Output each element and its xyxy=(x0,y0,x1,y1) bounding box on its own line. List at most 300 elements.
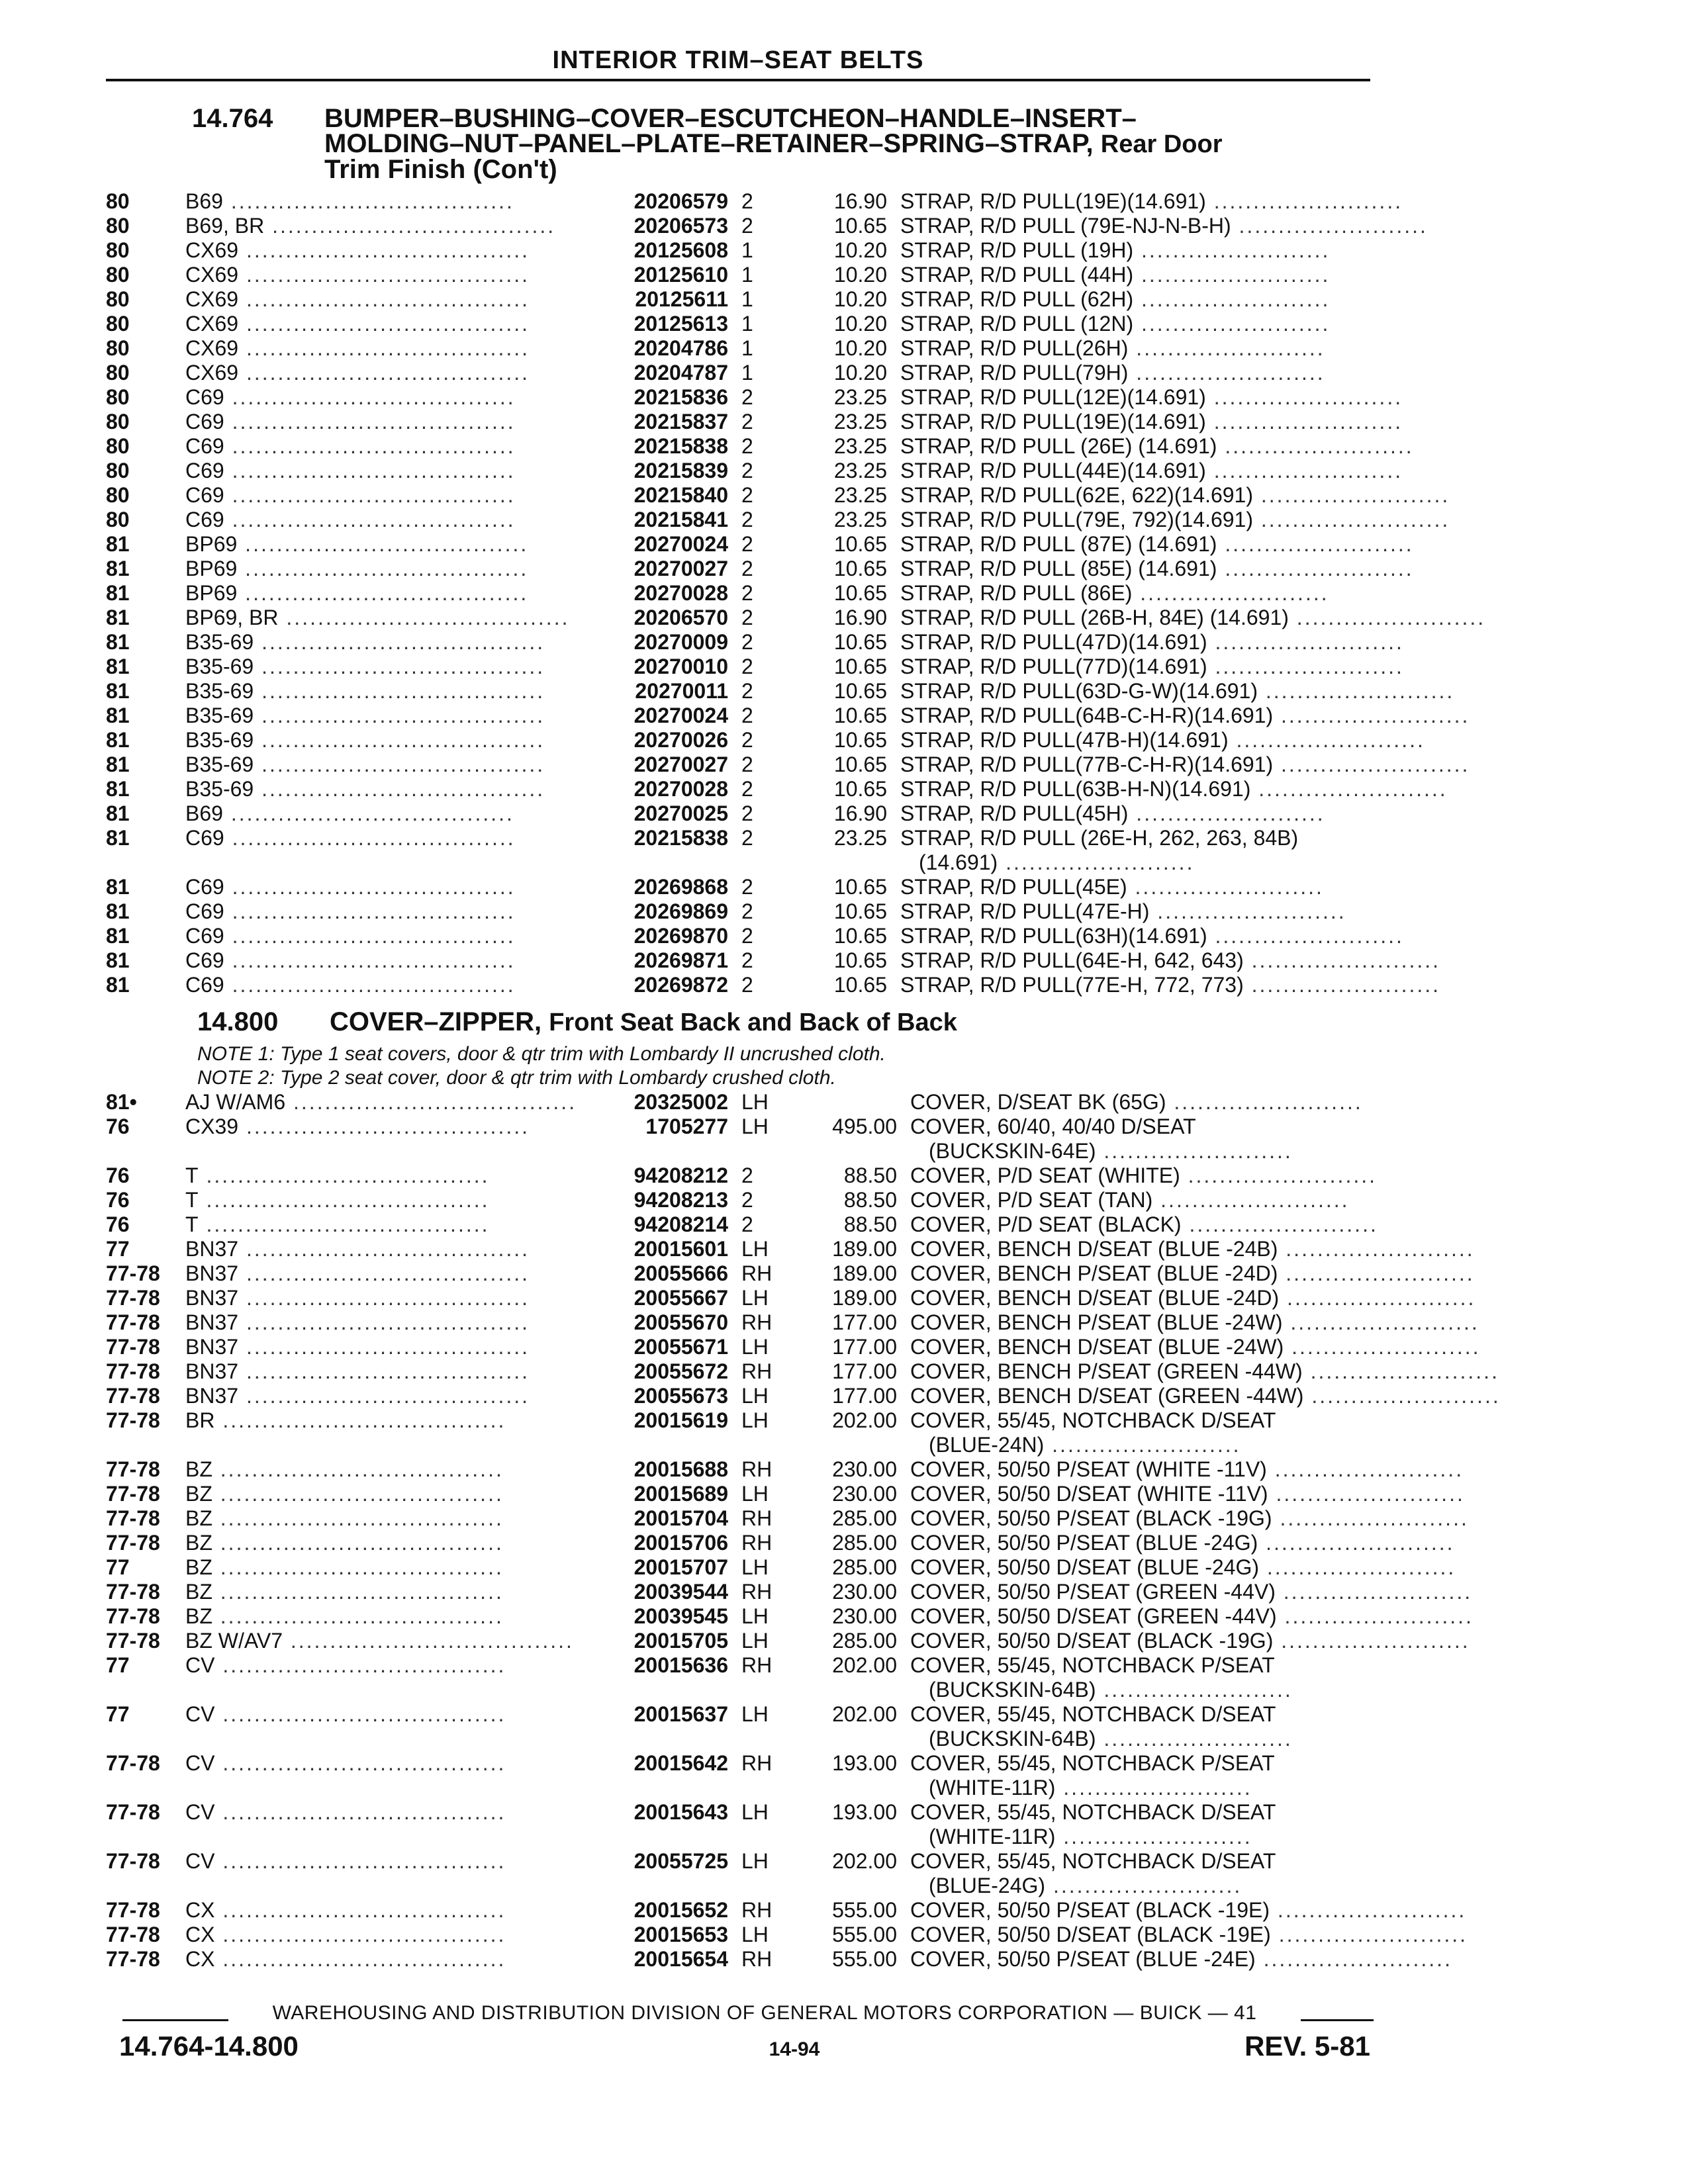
description-cell: COVER, 50/50 D/SEAT (WHITE -11V) ........................ xyxy=(910,1482,1465,1506)
table-row xyxy=(106,679,1455,704)
year-cell: 77 xyxy=(106,1237,130,1261)
price-cell: 10.65 xyxy=(833,557,887,580)
price-cell: 10.65 xyxy=(833,728,887,752)
table-row xyxy=(106,1188,1383,1212)
part-number-cell: 20269872 xyxy=(633,973,728,997)
year-cell: 77-78 xyxy=(106,1800,160,1824)
table-row xyxy=(106,1604,1474,1629)
quantity-cell: 2 xyxy=(741,655,753,678)
section-heading xyxy=(324,106,1383,182)
quantity-cell: 2 xyxy=(741,1163,753,1187)
table-row xyxy=(106,606,1486,630)
part-number-cell: 94208214 xyxy=(633,1212,728,1236)
model-cell: CX .................................... xyxy=(185,1947,506,1971)
table-row xyxy=(106,899,1383,924)
price-cell: 555.00 xyxy=(832,1898,897,1922)
description-cell: COVER, 60/40, 40/40 D/SEAT xyxy=(910,1115,1196,1138)
table-row xyxy=(106,777,1448,801)
table-row xyxy=(106,1555,1456,1580)
part-number-cell: 20039545 xyxy=(633,1604,728,1628)
section-heading-line3: Trim Finish (Con't) xyxy=(324,155,557,184)
part-number-cell: 20269868 xyxy=(633,875,728,899)
part-number-cell: 20215838 xyxy=(633,434,728,458)
year-cell: 80 xyxy=(106,483,130,507)
description-cell: COVER, BENCH D/SEAT (GREEN -44W) ........................ xyxy=(910,1384,1501,1408)
table-row-continuation xyxy=(106,850,1383,875)
table-row xyxy=(106,1115,1383,1139)
year-cell: 81• xyxy=(106,1090,137,1114)
model-cell: CV .................................... xyxy=(185,1800,506,1824)
part-number-cell: 20215836 xyxy=(633,385,728,409)
year-cell: 81 xyxy=(106,532,130,556)
model-cell: C69 .................................... xyxy=(185,973,516,997)
description-continuation: (BUCKSKIN-64E) ........................ xyxy=(929,1139,1293,1163)
part-number-cell: 20269869 xyxy=(633,899,728,923)
model-cell: CX69 .................................... xyxy=(185,312,530,336)
price-cell: 285.00 xyxy=(832,1531,897,1555)
year-cell: 77-78 xyxy=(106,1849,160,1873)
table-row xyxy=(106,1482,1465,1506)
part-number-cell: 20215840 xyxy=(633,483,728,507)
description-cell: COVER, BENCH D/SEAT (BLUE -24D) ........................ xyxy=(910,1286,1476,1310)
table-row-continuation xyxy=(106,1825,1383,1849)
description-cell: COVER, 50/50 P/SEAT (BLUE -24E) ........................ xyxy=(910,1947,1452,1971)
description-cell: COVER, 55/45, NOTCHBACK D/SEAT xyxy=(910,1702,1276,1726)
section-heading-line1: BUMPER–BUSHING–COVER–ESCUTCHEON–HANDLE–INSERT– xyxy=(324,104,1137,133)
model-cell: C69 .................................... xyxy=(185,875,516,899)
quantity-cell: 2 xyxy=(741,385,753,409)
table-row xyxy=(106,752,1470,777)
footer-section-range: 14.764-14.800 xyxy=(119,2030,299,2062)
description-continuation: (WHITE-11R) ........................ xyxy=(929,1776,1252,1799)
part-number-cell: 20055667 xyxy=(633,1286,728,1310)
price-cell: 10.65 xyxy=(833,532,887,556)
model-cell: BZ .................................... xyxy=(185,1580,504,1604)
description-cell: COVER, 50/50 D/SEAT (BLACK -19E) ........................ xyxy=(910,1923,1468,1946)
part-number-cell: 20015654 xyxy=(633,1947,728,1971)
quantity-cell: 2 xyxy=(741,875,753,899)
model-cell: BZ .................................... xyxy=(185,1457,504,1481)
model-cell: BR .................................... xyxy=(185,1408,506,1432)
model-cell: C69 .................................... xyxy=(185,385,516,409)
description-cell: COVER, BENCH P/SEAT (BLUE -24W) ........................ xyxy=(910,1310,1479,1334)
year-cell: 77-78 xyxy=(106,1261,160,1285)
description-cell: STRAP, R/D PULL (86E) ........................ xyxy=(900,581,1329,605)
year-cell: 77-78 xyxy=(106,1947,160,1971)
price-cell: 230.00 xyxy=(832,1457,897,1481)
quantity-cell: 2 xyxy=(741,1188,753,1212)
year-cell: 80 xyxy=(106,459,130,482)
part-number-cell: 20215841 xyxy=(633,508,728,531)
table-row xyxy=(106,459,1403,483)
year-cell: 80 xyxy=(106,361,130,385)
table-row xyxy=(106,1359,1499,1384)
quantity-cell: LH xyxy=(741,1604,769,1628)
year-cell: 77-78 xyxy=(106,1629,160,1653)
year-cell: 77-78 xyxy=(106,1531,160,1555)
parts-table-14764 xyxy=(106,189,1486,997)
description-cell: STRAP, R/D PULL(19E)(14.691) ........................ xyxy=(900,410,1403,433)
description-cell: STRAP, R/D PULL (12N) ........................ xyxy=(900,312,1331,336)
table-row xyxy=(106,1163,1383,1188)
table-row xyxy=(106,1408,1383,1433)
quantity-cell: LH xyxy=(741,1384,769,1408)
part-number-cell: 20015653 xyxy=(633,1923,728,1946)
year-cell: 80 xyxy=(106,287,130,311)
quantity-cell: LH xyxy=(741,1115,769,1138)
price-cell: 16.90 xyxy=(833,801,887,825)
year-cell: 80 xyxy=(106,189,130,213)
table-row xyxy=(106,1898,1467,1923)
table-row xyxy=(106,1751,1383,1776)
description-cell: STRAP, R/D PULL(12E)(14.691) ........................ xyxy=(900,385,1403,409)
year-cell: 81 xyxy=(106,581,130,605)
model-cell: CX69 .................................... xyxy=(185,287,530,311)
price-cell: 202.00 xyxy=(832,1849,897,1873)
description-cell: STRAP, R/D PULL(62E, 622)(14.691) ........................ xyxy=(900,483,1450,507)
part-number-cell: 20215837 xyxy=(633,410,728,433)
note-1: NOTE 1: Type 1 seat covers, door & qtr trim with Lombardy II uncrushed cloth. xyxy=(197,1043,886,1065)
table-row xyxy=(106,1702,1383,1727)
price-cell: 177.00 xyxy=(832,1359,897,1383)
part-number-cell: 20270026 xyxy=(633,728,728,752)
quantity-cell: LH xyxy=(741,1800,769,1824)
table-row xyxy=(106,312,1383,336)
parts-table-14800 xyxy=(106,1090,1501,1972)
page-header: INTERIOR TRIM–SEAT BELTS xyxy=(552,46,924,74)
table-row-continuation xyxy=(106,1776,1383,1800)
year-cell: 77-78 xyxy=(106,1751,160,1775)
price-cell: 10.20 xyxy=(833,263,887,287)
table-row xyxy=(106,532,1414,557)
price-cell: 23.25 xyxy=(833,483,887,507)
table-row xyxy=(106,581,1383,606)
table-row xyxy=(106,1457,1464,1482)
table-row xyxy=(106,1531,1455,1555)
part-number-cell: 20215838 xyxy=(633,826,728,850)
part-number-cell: 20039544 xyxy=(633,1580,728,1604)
part-number-cell: 20325002 xyxy=(633,1090,728,1114)
year-cell: 77 xyxy=(106,1555,130,1579)
part-number-cell: 20015705 xyxy=(633,1629,728,1653)
description-cell: STRAP, R/D PULL(45E) ........................ xyxy=(900,875,1324,899)
quantity-cell: RH xyxy=(741,1310,773,1334)
quantity-cell: RH xyxy=(741,1506,773,1530)
model-cell: C69 .................................... xyxy=(185,483,516,507)
year-cell: 81 xyxy=(106,948,130,972)
part-number-cell: 20055725 xyxy=(633,1849,728,1873)
description-cell: STRAP, R/D PULL(63D-G-W)(14.691) ........................ xyxy=(900,679,1455,703)
description-cell: STRAP, R/D PULL(77E-H, 772, 773) ........................ xyxy=(900,973,1441,997)
part-number-cell: 20215839 xyxy=(633,459,728,482)
price-cell: 10.20 xyxy=(833,361,887,385)
description-cell: COVER, 50/50 P/SEAT (BLUE -24G) ........................ xyxy=(910,1531,1455,1555)
quantity-cell: LH xyxy=(741,1702,769,1726)
year-cell: 81 xyxy=(106,752,130,776)
model-cell: BP69 .................................... xyxy=(185,557,529,580)
price-cell: 88.50 xyxy=(843,1212,897,1236)
description-cell: COVER, P/D SEAT (WHITE) ........................ xyxy=(910,1163,1377,1187)
price-cell: 23.25 xyxy=(833,385,887,409)
table-row xyxy=(106,263,1383,287)
year-cell: 77-78 xyxy=(106,1604,160,1628)
table-row xyxy=(106,483,1450,508)
model-cell: CX69 .................................... xyxy=(185,336,530,360)
part-number-cell: 20206579 xyxy=(633,189,728,213)
model-cell: BN37 .................................... xyxy=(185,1359,530,1383)
price-cell: 10.20 xyxy=(833,238,887,262)
quantity-cell: 1 xyxy=(741,238,753,262)
description-cell: COVER, 50/50 D/SEAT (BLACK -19G) ........................ xyxy=(910,1629,1470,1653)
part-number-cell: 20015636 xyxy=(633,1653,728,1677)
description-cell: STRAP, R/D PULL(64B-C-H-R)(14.691) ........................ xyxy=(900,704,1470,727)
table-row xyxy=(106,1947,1452,1972)
model-cell: BN37 .................................... xyxy=(185,1335,530,1359)
quantity-cell: 2 xyxy=(741,557,753,580)
description-cell: COVER, 55/45, NOTCHBACK P/SEAT xyxy=(910,1653,1275,1677)
table-row xyxy=(106,287,1383,312)
part-number-cell: 1705277 xyxy=(645,1115,728,1138)
quantity-cell: LH xyxy=(741,1408,769,1432)
quantity-cell: 2 xyxy=(741,606,753,629)
year-cell: 76 xyxy=(106,1115,130,1138)
section-heading: COVER–ZIPPER, Front Seat Back and Back of Back xyxy=(330,1007,957,1036)
table-row xyxy=(106,973,1441,997)
year-cell: 81 xyxy=(106,875,130,899)
year-cell: 77-78 xyxy=(106,1898,160,1922)
quantity-cell: LH xyxy=(741,1555,769,1579)
price-cell: 10.65 xyxy=(833,704,887,727)
quantity-cell: LH xyxy=(741,1629,769,1653)
table-row xyxy=(106,1923,1468,1947)
part-number-cell: 20015706 xyxy=(633,1531,728,1555)
quantity-cell: 2 xyxy=(741,630,753,654)
quantity-cell: RH xyxy=(741,1359,773,1383)
footer-page-number: 14-94 xyxy=(769,2038,820,2060)
part-number-cell: 20270028 xyxy=(633,777,728,801)
table-row xyxy=(106,1237,1475,1261)
quantity-cell: 1 xyxy=(741,263,753,287)
part-number-cell: 20015619 xyxy=(633,1408,728,1432)
year-cell: 81 xyxy=(106,899,130,923)
model-cell: CX69 .................................... xyxy=(185,361,530,385)
model-cell: C69 .................................... xyxy=(185,508,516,531)
price-cell: 10.65 xyxy=(833,679,887,703)
table-row xyxy=(106,1384,1501,1408)
description-cell: STRAP, R/D PULL (62H) ........................ xyxy=(900,287,1331,311)
model-cell: BZ .................................... xyxy=(185,1604,504,1628)
price-cell: 177.00 xyxy=(832,1310,897,1334)
part-number-cell: 20015601 xyxy=(633,1237,728,1261)
part-number-cell: 20015642 xyxy=(633,1751,728,1775)
model-cell: BN37 .................................... xyxy=(185,1286,530,1310)
model-cell: B69 .................................... xyxy=(185,801,514,825)
quantity-cell: RH xyxy=(741,1580,773,1604)
table-row xyxy=(106,1653,1383,1678)
part-number-cell: 20206570 xyxy=(633,606,728,629)
description-cell: STRAP, R/D PULL(79H) ........................ xyxy=(900,361,1325,385)
year-cell: 80 xyxy=(106,238,130,262)
quantity-cell: RH xyxy=(741,1751,773,1775)
description-continuation: (BUCKSKIN-64B) ........................ xyxy=(929,1727,1293,1751)
price-cell: 230.00 xyxy=(832,1482,897,1506)
year-cell: 77-78 xyxy=(106,1359,160,1383)
table-row xyxy=(106,655,1404,679)
year-cell: 80 xyxy=(106,410,130,433)
price-cell: 555.00 xyxy=(832,1923,897,1946)
year-cell: 81 xyxy=(106,557,130,580)
part-number-cell: 20015652 xyxy=(633,1898,728,1922)
table-row xyxy=(106,1212,1383,1237)
table-row xyxy=(106,875,1383,899)
price-cell: 23.25 xyxy=(833,434,887,458)
description-cell: COVER, BENCH P/SEAT (GREEN -44W) ........................ xyxy=(910,1359,1499,1383)
table-row xyxy=(106,336,1383,361)
model-cell: BP69, BR .................................... xyxy=(185,606,570,629)
description-cell: STRAP, R/D PULL (26B-H, 84E) (14.691) ........................ xyxy=(900,606,1486,629)
model-cell: BZ W/AV7 .................................... xyxy=(185,1629,574,1653)
table-row xyxy=(106,728,1425,752)
quantity-cell: 2 xyxy=(741,410,753,433)
table-row xyxy=(106,1506,1469,1531)
quantity-cell: 2 xyxy=(741,459,753,482)
table-row xyxy=(106,1286,1476,1310)
price-cell: 230.00 xyxy=(832,1580,897,1604)
description-cell: COVER, 55/45, NOTCHBACK D/SEAT xyxy=(910,1849,1276,1873)
description-cell: COVER, BENCH P/SEAT (BLUE -24D) ........................ xyxy=(910,1261,1475,1285)
price-cell: 16.90 xyxy=(833,189,887,213)
price-cell: 230.00 xyxy=(832,1604,897,1628)
year-cell: 77-78 xyxy=(106,1482,160,1506)
year-cell: 81 xyxy=(106,728,130,752)
model-cell: BN37 .................................... xyxy=(185,1261,530,1285)
model-cell: B35-69 .................................... xyxy=(185,655,545,678)
table-row xyxy=(106,557,1414,581)
quantity-cell: 2 xyxy=(741,801,753,825)
price-cell: 495.00 xyxy=(832,1115,897,1138)
part-number-cell: 20270027 xyxy=(633,557,728,580)
description-cell: STRAP, R/D PULL (19H) ........................ xyxy=(900,238,1331,262)
year-cell: 77-78 xyxy=(106,1580,160,1604)
part-number-cell: 20270028 xyxy=(633,581,728,605)
price-cell: 88.50 xyxy=(843,1188,897,1212)
model-cell: B35-69 .................................... xyxy=(185,777,545,801)
part-number-cell: 20269870 xyxy=(633,924,728,948)
description-cell: COVER, 55/45, NOTCHBACK P/SEAT xyxy=(910,1751,1275,1775)
quantity-cell: 2 xyxy=(741,826,753,850)
description-cell: STRAP, R/D PULL(44E)(14.691) ........................ xyxy=(900,459,1403,482)
table-row xyxy=(106,801,1383,826)
price-cell: 202.00 xyxy=(832,1702,897,1726)
price-cell: 10.20 xyxy=(833,336,887,360)
table-row xyxy=(106,826,1383,850)
table-row xyxy=(106,630,1404,655)
price-cell: 10.20 xyxy=(833,287,887,311)
quantity-cell: LH xyxy=(741,1335,769,1359)
year-cell: 80 xyxy=(106,434,130,458)
table-row xyxy=(106,1800,1383,1825)
table-row xyxy=(106,948,1441,973)
year-cell: 80 xyxy=(106,385,130,409)
table-row-continuation xyxy=(106,1874,1383,1898)
year-cell: 77-78 xyxy=(106,1335,160,1359)
table-row xyxy=(106,1629,1470,1653)
part-number-cell: 20015643 xyxy=(633,1800,728,1824)
description-cell: COVER, P/D SEAT (BLACK) ........................ xyxy=(910,1212,1378,1236)
price-cell: 177.00 xyxy=(832,1384,897,1408)
price-cell: 189.00 xyxy=(832,1237,897,1261)
model-cell: CV .................................... xyxy=(185,1653,506,1677)
description-cell: STRAP, R/D PULL(45H) ........................ xyxy=(900,801,1325,825)
part-number-cell: 20204787 xyxy=(633,361,728,385)
price-cell: 10.20 xyxy=(833,312,887,336)
model-cell: B35-69 .................................... xyxy=(185,630,545,654)
part-number-cell: 20015688 xyxy=(633,1457,728,1481)
year-cell: 80 xyxy=(106,508,130,531)
table-row xyxy=(106,1310,1479,1335)
table-row xyxy=(106,238,1383,263)
part-number-cell: 20270024 xyxy=(633,532,728,556)
table-row xyxy=(106,1580,1473,1604)
section-number: 14.764 xyxy=(192,104,273,133)
description-cell: STRAP, R/D PULL(47E-H) ........................ xyxy=(900,899,1346,923)
price-cell: 10.65 xyxy=(833,948,887,972)
quantity-cell: RH xyxy=(741,1898,773,1922)
part-number-cell: 20270009 xyxy=(633,630,728,654)
description-continuation: (BLUE-24G) ........................ xyxy=(929,1874,1243,1897)
quantity-cell: RH xyxy=(741,1457,773,1481)
price-cell: 10.65 xyxy=(833,924,887,948)
table-row xyxy=(106,1335,1481,1359)
quantity-cell: 1 xyxy=(741,312,753,336)
table-row xyxy=(106,704,1470,728)
quantity-cell: 2 xyxy=(741,483,753,507)
part-number-cell: 20270010 xyxy=(633,655,728,678)
quantity-cell: RH xyxy=(741,1531,773,1555)
quantity-cell: 2 xyxy=(741,704,753,727)
description-cell: STRAP, R/D PULL (87E) (14.691) ........................ xyxy=(900,532,1414,556)
quantity-cell: 2 xyxy=(741,924,753,948)
part-number-cell: 20206573 xyxy=(633,214,728,238)
model-cell: B69, BR .................................... xyxy=(185,214,556,238)
header-rule xyxy=(106,79,1370,81)
part-number-cell: 94208212 xyxy=(633,1163,728,1187)
part-number-cell: 20269871 xyxy=(633,948,728,972)
price-cell: 10.65 xyxy=(833,581,887,605)
description-cell: STRAP, R/D PULL(79E, 792)(14.691) ........................ xyxy=(900,508,1450,531)
price-cell: 285.00 xyxy=(832,1555,897,1579)
description-cell: COVER, 50/50 D/SEAT (GREEN -44V) ........................ xyxy=(910,1604,1474,1628)
model-cell: BZ .................................... xyxy=(185,1506,504,1530)
quantity-cell: 2 xyxy=(741,434,753,458)
model-cell: BN37 .................................... xyxy=(185,1310,530,1334)
price-cell: 10.65 xyxy=(833,899,887,923)
quantity-cell: 2 xyxy=(741,679,753,703)
price-cell: 10.65 xyxy=(833,777,887,801)
description-cell: COVER, 50/50 D/SEAT (BLUE -24G) ........................ xyxy=(910,1555,1456,1579)
description-cell: STRAP, R/D PULL(47D)(14.691) ........................ xyxy=(900,630,1404,654)
price-cell: 202.00 xyxy=(832,1408,897,1432)
model-cell: B69 .................................... xyxy=(185,189,514,213)
price-cell: 10.65 xyxy=(833,214,887,238)
part-number-cell: 20125610 xyxy=(633,263,728,287)
description-cell: STRAP, R/D PULL(63H)(14.691) ........................ xyxy=(900,924,1404,948)
description-cell: COVER, 50/50 P/SEAT (BLACK -19E) ........................ xyxy=(910,1898,1467,1922)
price-cell: 23.25 xyxy=(833,826,887,850)
description-cell: STRAP, R/D PULL (26E-H, 262, 263, 84B) xyxy=(900,826,1299,850)
model-cell: C69 .................................... xyxy=(185,434,516,458)
part-number-cell: 20015637 xyxy=(633,1702,728,1726)
